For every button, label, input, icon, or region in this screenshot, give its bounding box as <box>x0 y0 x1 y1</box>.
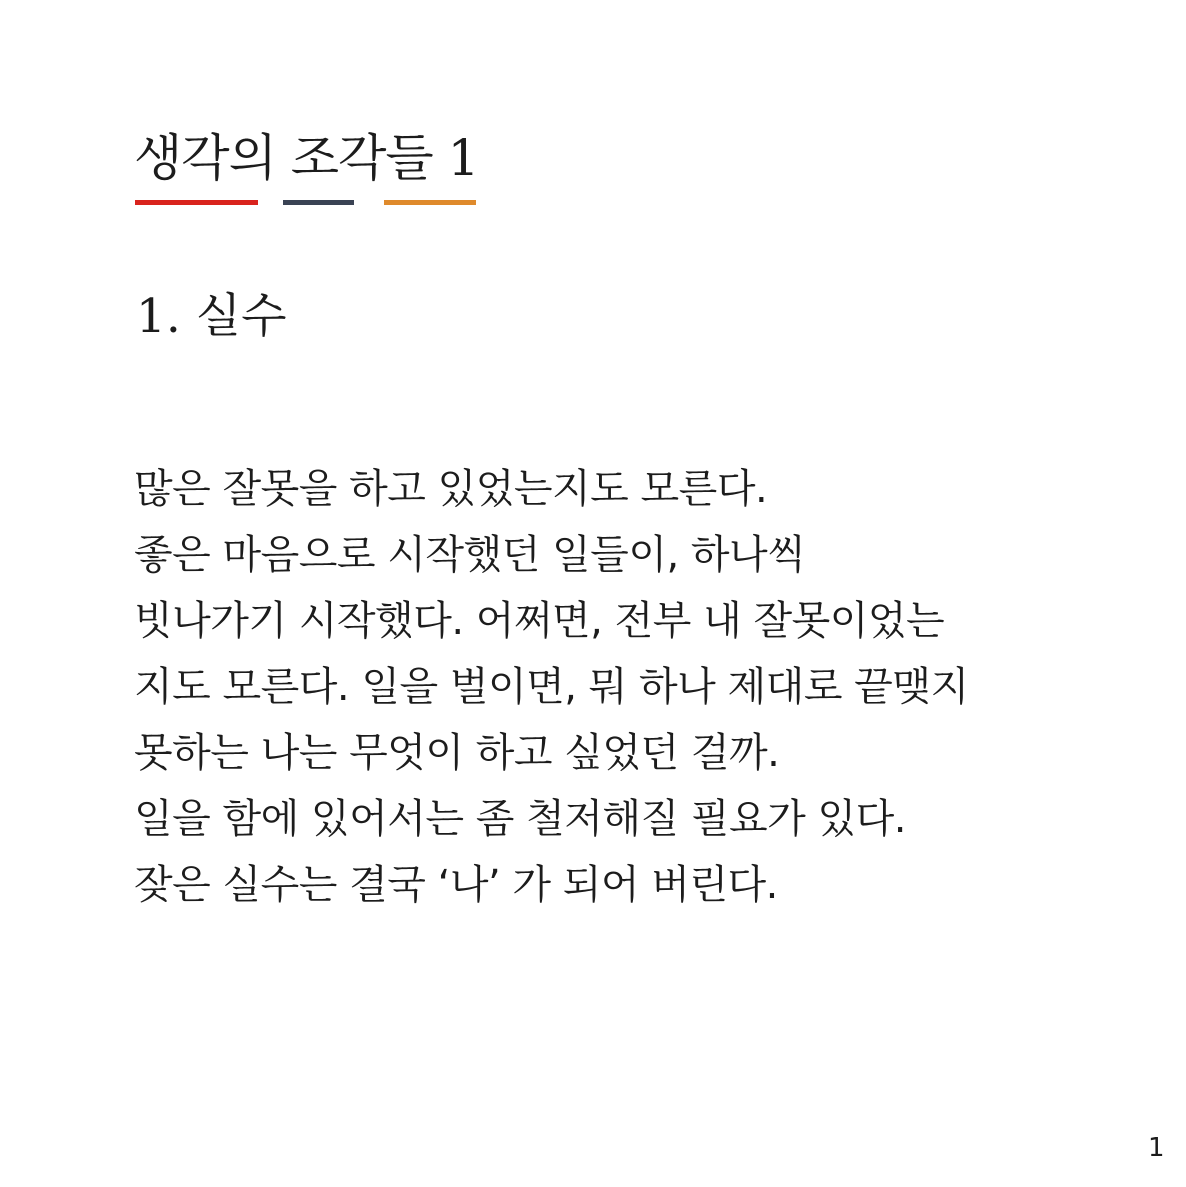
page-number: 1 <box>1148 1133 1165 1163</box>
body-line: 못하는 나는 무엇이 하고 싶었던 걸까. <box>134 730 780 776</box>
body-line: 지도 모른다. 일을 벌이면, 뭐 하나 제대로 끝맺지 <box>134 664 969 710</box>
body-line: 잦은 실수는 결국 ‘나’ 가 되어 버린다. <box>134 862 778 908</box>
body-text <box>134 456 969 918</box>
body-line: 많은 잘못을 하고 있었는지도 모른다. <box>134 466 768 512</box>
body-line: 빗나가기 시작했다. 어쩌면, 전부 내 잘못이었는 <box>134 598 945 644</box>
accent-bar-navy <box>283 200 354 205</box>
accent-bar-red <box>135 200 258 205</box>
body-line: 좋은 마음으로 시작했던 일들이, 하나씩 <box>134 532 806 578</box>
accent-bar-orange <box>384 200 476 205</box>
section-heading: 1. 실수 <box>136 289 287 344</box>
page-title: 생각의 조각들 1 <box>134 129 479 187</box>
body-line: 일을 함에 있어서는 좀 철저해질 필요가 있다. <box>134 796 907 842</box>
